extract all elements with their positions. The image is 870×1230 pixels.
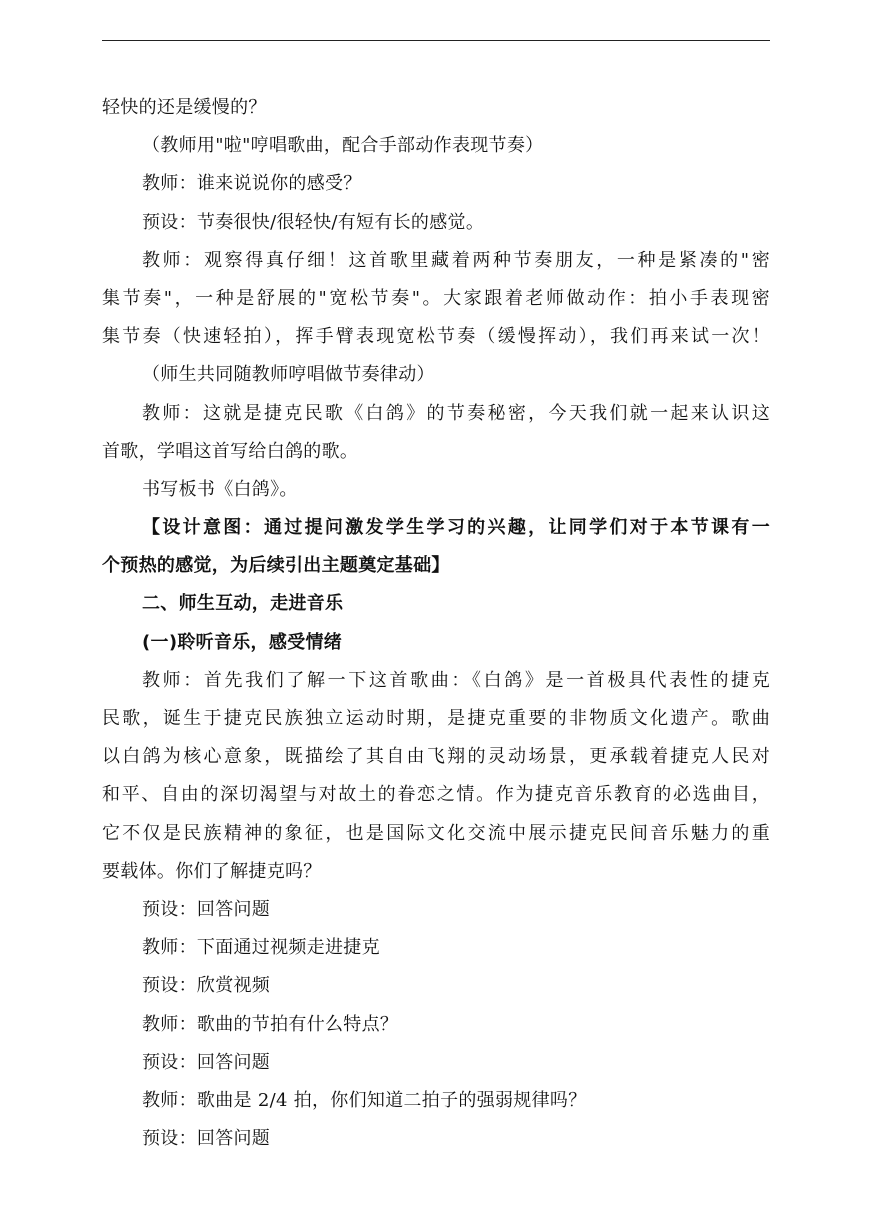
text-line: 以白鸽为核心意象，既描绘了其自由飞翔的灵动场景，更承载着捷克人民对 [102, 746, 770, 768]
text-line: 和平、自由的深切渴望与对故土的眷恋之情。作为捷克音乐教育的必选曲目， [102, 784, 770, 806]
text-line: 轻快的还是缓慢的？ [102, 97, 267, 118]
text-line: 预设：欣赏视频 [142, 975, 271, 997]
document-body [102, 89, 770, 1158]
text-line: 教师：这就是捷克民歌《白鸽》的节奏秘密，今天我们就一起来认识这 [142, 402, 770, 424]
text-line: 预设：回答问题 [142, 898, 271, 920]
text-line: （教师用"啦"哼唱歌曲，配合手部动作表现节奏） [142, 135, 544, 157]
heading-line: 个预热的感觉，为后续引出主题奠定基础】 [102, 555, 450, 577]
text-line: 教师：谁来说说你的感受？ [142, 173, 362, 195]
text-line: 教师：歌曲的节拍有什么特点？ [142, 1013, 399, 1035]
text-line: 教师：下面通过视频走进捷克 [142, 937, 380, 959]
text-line: 民歌，诞生于捷克民族独立运动时期，是捷克重要的非物质文化遗产。歌曲 [102, 708, 770, 729]
text-line: 集节奏"，一种是舒展的"宽松节奏"。大家跟着老师做动作：拍小手表现密 [102, 287, 770, 309]
text-line: 首歌，学唱这首写给白鸽的歌。 [102, 440, 359, 462]
text-line: 书写板书《白鸽》。 [142, 478, 298, 500]
header-rule [102, 40, 770, 41]
text-line: 教师：首先我们了解一下这首歌曲：《白鸽》是一首极具代表性的捷克 [142, 669, 770, 691]
text-line: 集节奏（快速轻拍），挥手臂表现宽松节奏（缓慢挥动），我们再来试一次！ [102, 326, 770, 348]
text-line: 预设：节奏很快/很轻快/有短有长的感觉。 [142, 211, 485, 233]
text-line: 教师：歌曲是 2/4 拍，你们知道二拍子的强弱规律吗？ [142, 1089, 587, 1111]
heading-line: 二、师生互动，走进音乐 [142, 593, 344, 615]
text-line: 预设：回答问题 [142, 1128, 271, 1150]
heading-line: 【设计意图：通过提问激发学生学习的兴趣，让同学们对于本节课有一 [142, 517, 770, 539]
text-line: （师生共同随教师哼唱做节奏律动） [142, 364, 435, 386]
heading-line: (一)聆听音乐，感受情绪 [142, 631, 343, 653]
text-line: 它不仅是民族精神的象征，也是国际文化交流中展示捷克民间音乐魅力的重 [102, 822, 770, 844]
text-line: 教师：观察得真仔细！这首歌里藏着两种节奏朋友，一种是紧凑的"密 [142, 249, 770, 271]
text-line: 预设：回答问题 [142, 1051, 271, 1073]
text-line: 要载体。你们了解捷克吗？ [102, 860, 322, 882]
